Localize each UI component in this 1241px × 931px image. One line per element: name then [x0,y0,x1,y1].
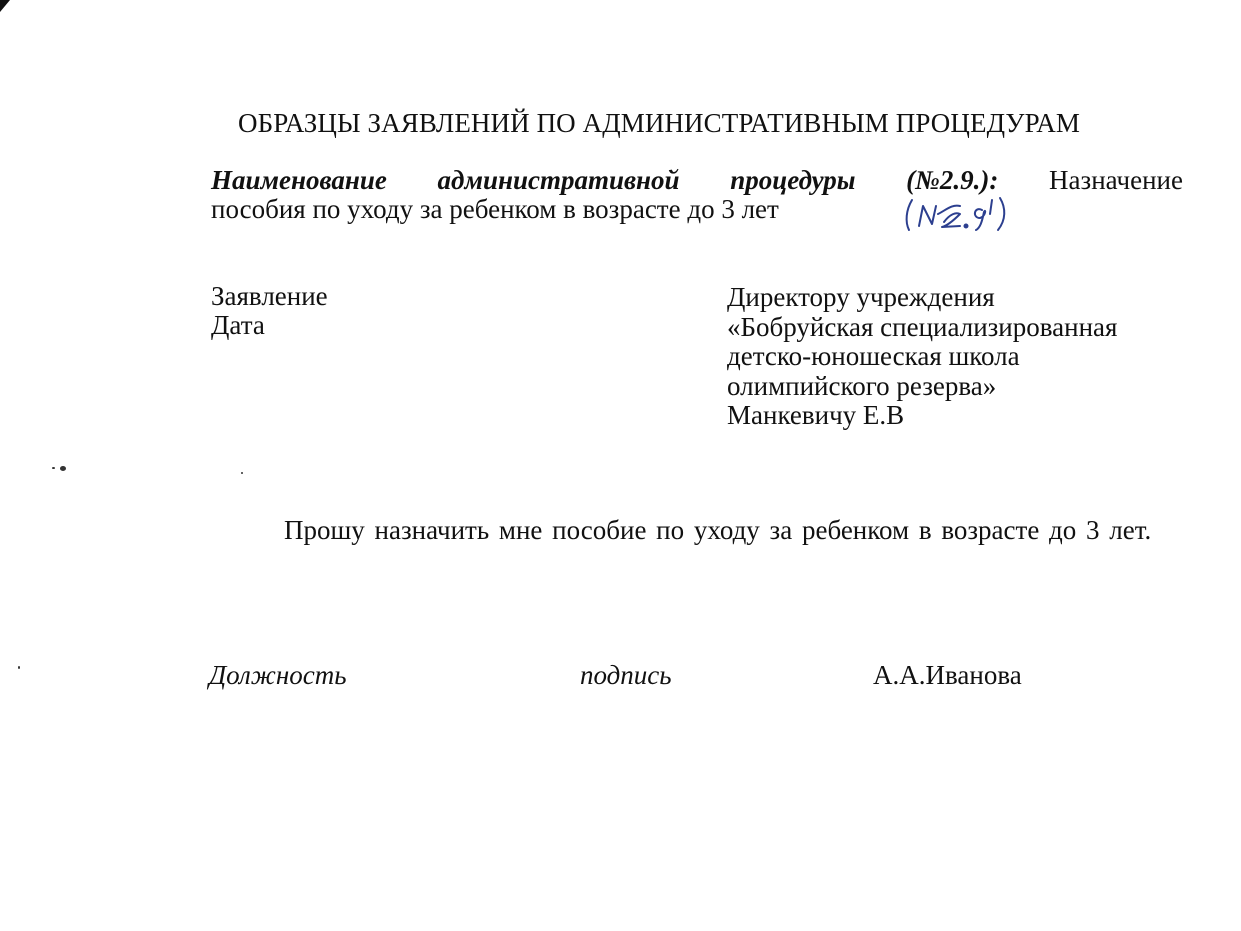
statement-info [211,282,328,340]
request-text: Прошу назначить мне пособие по уходу за ребенком в возрасте до 3 лет. [284,515,1152,545]
scan-corner-mark [0,0,10,12]
procedure-number: (№2.9.): [906,165,999,195]
addressee-line: Манкевичу Е.В [727,400,905,430]
signature-name: А.А.Иванова [873,660,1022,690]
procedure-value-start: Назначение [1049,165,1183,195]
procedure-label-word: процедуры [730,165,856,195]
procedure-label-word: Наименование [211,165,387,195]
addressee-line: Директору учреждения [727,282,995,312]
scan-speck [60,466,66,471]
scan-speck [18,666,20,669]
procedure-first-line [211,166,1183,195]
handwritten-note [902,192,1012,234]
addressee-line: олимпийского резерва» [727,370,997,401]
addressee-line: «Бобруйская специализированная [727,311,1118,342]
addressee-line: детско-юношеская школа [727,341,1020,371]
signature-position: Должность [209,660,347,690]
date-label: Дата [211,310,265,340]
signature-placeholder: подпись [580,660,672,690]
scan-speck [241,472,243,474]
statement-label: Заявление [211,281,328,311]
addressee-block [727,283,1117,431]
procedure-value-continued: пособия по уходу за ребенком в возрасте до 3 лет [211,194,779,224]
procedure-label-word: административной [437,165,680,195]
procedure-heading [211,166,1183,224]
document-title: ОБРАЗЦЫ ЗАЯВЛЕНИЙ ПО АДМИНИСТРАТИВНЫМ ПРОЦЕДУРАМ [238,108,1080,138]
scan-speck [52,467,55,469]
handwritten-note-text: (№2.9') [902,192,906,193]
